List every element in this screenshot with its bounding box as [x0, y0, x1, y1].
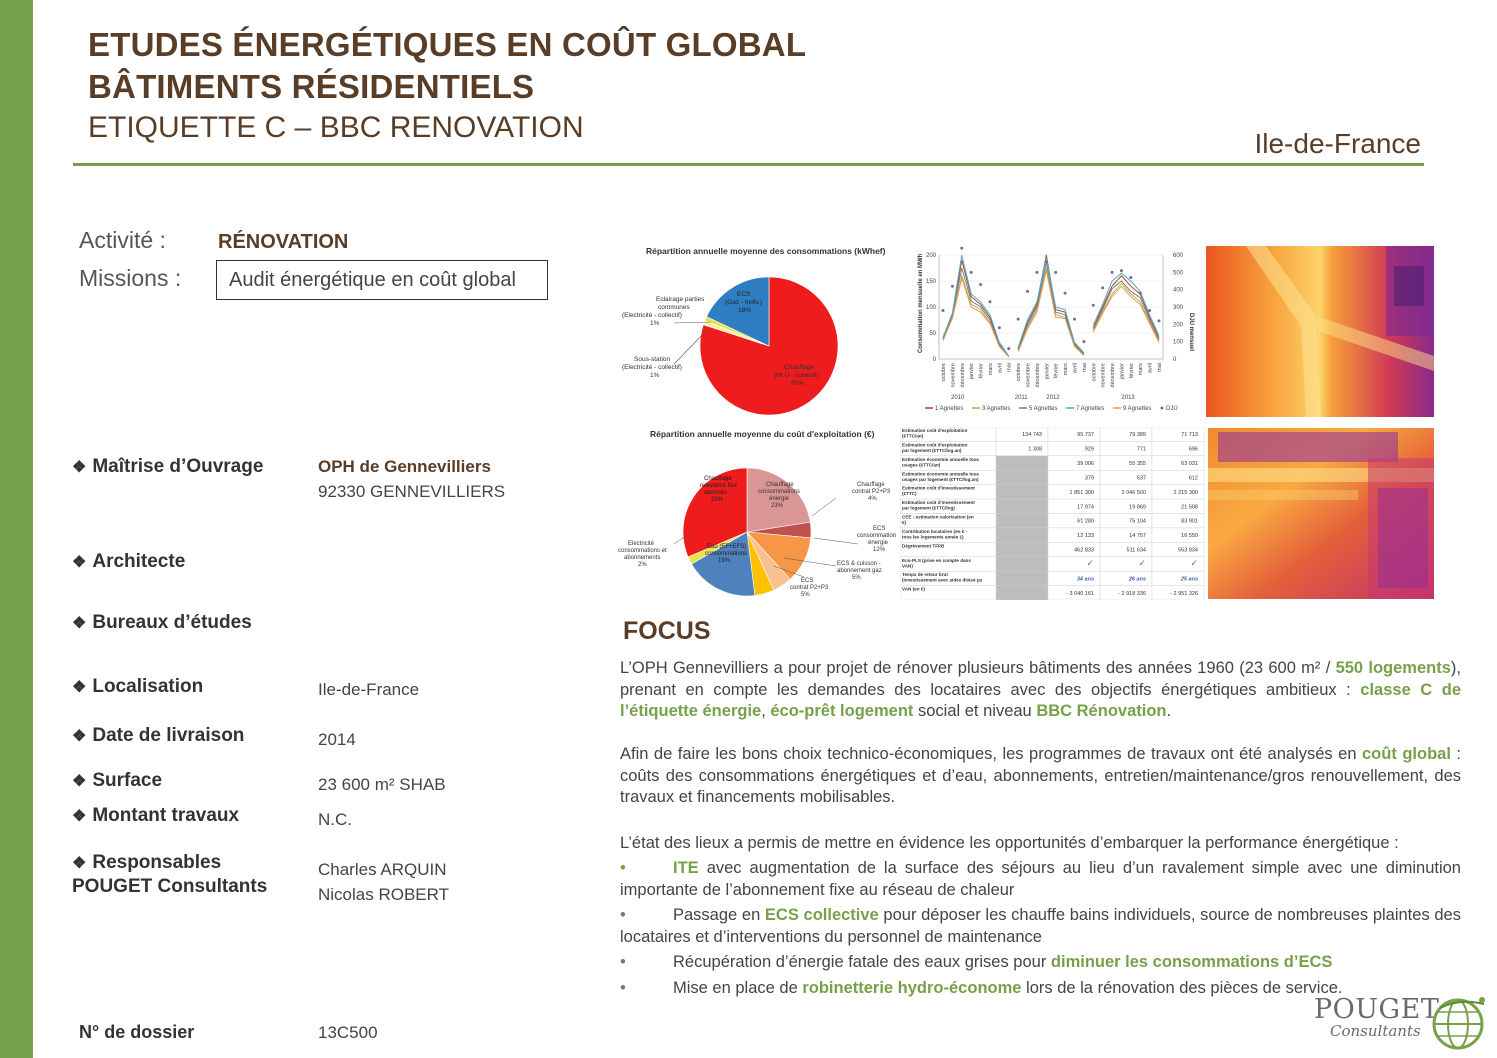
cost-table-value-11-3: - 2 951 326 — [1170, 590, 1198, 597]
dju-point-3 — [970, 271, 973, 274]
cost-table-value-4-3: 2 215 300 — [1173, 489, 1198, 496]
cost-table-value-6-3: 83 901 — [1181, 518, 1198, 525]
date-value: 2014 — [318, 730, 356, 749]
cost-table-value-10-2: 26 ans — [1128, 576, 1146, 583]
line-series-4-seg-0 — [943, 278, 1009, 357]
dju-point-13 — [1064, 292, 1067, 295]
cost-table-value-9-1: ✓ — [1086, 557, 1094, 568]
cost-table-ref-cell-2 — [996, 456, 1048, 470]
cost-table-ref-cell-7 — [996, 528, 1048, 542]
line-ytick-2: 100 — [925, 305, 936, 311]
pie2-label-chauffage-contrat: Chauffage contrat P2+P3 4% — [852, 482, 891, 502]
cost-table-value-10-1: 34 ans — [1076, 576, 1094, 583]
dju-point-11 — [1045, 260, 1048, 263]
line-year-label-2: 2012 — [1046, 395, 1060, 401]
cost-table-value-4-1: 1 851 300 — [1069, 489, 1094, 496]
cost-table-ref-cell-5 — [996, 499, 1048, 513]
diamond-bullet-icon: ❖ — [72, 808, 87, 825]
cost-table-ref-cell-8 — [996, 542, 1048, 556]
pie2-label-ecs-conso: ECS consommation énergie 12% — [857, 526, 897, 553]
line-chart-consommation-mensuelle — [901, 243, 1201, 421]
focus-paragraph-2: Afin de faire les bons choix technico-économiques, les programmes de travaux ont été analysés en coût global : coûts des consommations énergétiques et d’eau, abonnements, entretien/maintenance/gros renouvellement, des travaux et financements mobilisables. — [620, 745, 1462, 806]
pie-cout-exploitation — [614, 426, 900, 600]
surface-label: ❖ Surface — [72, 770, 163, 791]
activite-label: Activité : — [79, 227, 166, 253]
cost-table-row-label-10: Temps de retour brut (investissement avec aides divisé pa — [902, 572, 983, 583]
cost-table-value-5-2: 19 869 — [1129, 504, 1146, 511]
line-xtick-20: février — [1128, 363, 1135, 379]
dju-point-12 — [1054, 271, 1057, 274]
dju-point-8 — [1017, 318, 1020, 321]
dju-point-14 — [1073, 318, 1076, 321]
pie2-label-eau: Eau (EF+EFS) consommations 19% — [705, 544, 748, 564]
montant-value: N.C. — [318, 810, 352, 829]
dossier-value: 13C500 — [318, 1023, 378, 1042]
diamond-bullet-icon: ❖ — [72, 728, 87, 745]
title-line2: BÂTIMENTS RÉSIDENTIELS — [88, 68, 535, 105]
maitrise-value: OPH de Gennevilliers 92330 GENNEVILLIERS — [318, 457, 506, 501]
dju-point-4 — [979, 283, 982, 286]
cost-table-row-label-3: Estimation économie annuelle tous usages par logement (€TTC/log.an) — [902, 471, 980, 482]
focus-title: FOCUS — [623, 617, 711, 645]
line-legend-label-0: 1 Agnettes — [935, 406, 964, 412]
line-xtick-10: décembre — [1034, 363, 1041, 388]
cost-table-ref-cell-6 — [996, 514, 1048, 528]
line-series-3-seg-2 — [1093, 273, 1159, 335]
cost-table-value-5-3: 21 508 — [1181, 504, 1198, 511]
line-ylabel: Consommation mensuelle en MWh — [918, 253, 924, 353]
line-xtick-23: mai — [1157, 363, 1163, 372]
pie2-label-chauffage-conso: Chauffage consommations énergie 23% — [758, 482, 801, 509]
line-year-label-3: 2013 — [1121, 395, 1135, 401]
line-ytick-4: 200 — [925, 253, 936, 259]
dju-point-5 — [988, 300, 991, 303]
cost-table-value-10-3: 25 ans — [1180, 576, 1198, 583]
region-label: Ile-de-France — [1254, 128, 1421, 159]
cost-table-value-3-2: 537 — [1136, 475, 1146, 482]
montant-label: ❖ Montant travaux — [72, 805, 240, 826]
pie2-label-relevance: Chauffage relevance fixe abonnés 32% — [700, 476, 738, 503]
cost-table-value-8-2: 511 634 — [1126, 547, 1146, 554]
activite-value: RÉNOVATION — [218, 231, 349, 253]
line-xtick-2: décembre — [959, 363, 966, 388]
line-year-label-1: 2011 — [1014, 395, 1028, 401]
dju-point-23 — [1158, 319, 1161, 322]
dju-point-22 — [1148, 309, 1151, 312]
dju-point-2 — [960, 247, 963, 250]
cost-table-value-0-2: 79 389 — [1129, 432, 1146, 439]
line-y2label: DJU mensuel — [1188, 313, 1194, 352]
title-line1: ETUDES ÉNERGÉTIQUES EN COÛT GLOBAL — [88, 26, 807, 63]
date-label: ❖ Date de livraison — [72, 725, 245, 746]
cost-table-ref-cell-9 — [996, 557, 1048, 571]
dju-point-21 — [1139, 292, 1142, 295]
cost-table-value-9-3: ✓ — [1190, 557, 1198, 568]
cost-table-ref-cell-3 — [996, 470, 1048, 484]
line-series-3-seg-0 — [943, 255, 1009, 356]
line-xtick-8: octobre — [1016, 363, 1023, 382]
cost-table-row-label-11: VAN (en €) — [902, 586, 925, 592]
missions-label: Missions : — [79, 265, 182, 291]
maitrise-label: ❖ Maîtrise d’Ouvrage — [72, 456, 264, 477]
cost-table-value-4-2: 2 046 500 — [1121, 489, 1146, 496]
line-xtick-16: octobre — [1091, 363, 1098, 382]
cost-table-ref-cell-10 — [996, 571, 1048, 585]
dju-point-18 — [1111, 271, 1114, 274]
focus-bullet-recuperation: • Récupération d’énergie fatale des eaux grises pour diminuer les consommations d’ECS — [620, 953, 1333, 971]
line-ytick-3: 150 — [925, 279, 936, 285]
localisation-label: ❖ Localisation — [72, 676, 204, 697]
dju-point-15 — [1082, 340, 1085, 343]
dju-point-9 — [1026, 290, 1029, 293]
localisation-value: Ile-de-France — [318, 680, 420, 699]
dju-point-6 — [998, 326, 1001, 329]
focus-bullet-robinetterie: • Mise en place de robinetterie hydro-économe lors de la rénovation des pièces de service. — [620, 979, 1343, 997]
diamond-bullet-icon: ❖ — [72, 773, 87, 790]
cost-table-row-label-8: Dégrèvement TFPB — [902, 543, 945, 549]
line-y2tick-6: 600 — [1173, 253, 1184, 259]
line-xtick-6: avril — [997, 363, 1004, 374]
cost-table-value-8-1: 462 833 — [1074, 547, 1094, 554]
line-xtick-14: avril — [1072, 363, 1079, 374]
focus-paragraph-3: L’état des lieux a permis de mettre en évidence les opportunités d’embarquer la performance énergétique : — [620, 834, 1399, 852]
line-xtick-5: mars — [987, 363, 994, 376]
diamond-bullet-icon: ❖ — [72, 855, 87, 872]
line-xtick-1: novembre — [950, 363, 957, 388]
line-legend-label-3: 7 Agnettes — [1076, 406, 1105, 412]
cost-table — [900, 427, 1206, 600]
cost-table-value-11-2: - 2 918 336 — [1118, 590, 1146, 597]
cost-table-value-3-1: 379 — [1084, 475, 1094, 482]
cost-table-value-1-1: 929 — [1084, 446, 1094, 453]
line-legend-label-2: 5 Agnettes — [1029, 406, 1058, 412]
cost-table-value-2-3: 63 031 — [1181, 461, 1198, 468]
cost-table-row-label-7: Contribution locataires (en € -tous les logements année 1) — [902, 528, 968, 540]
line-xtick-4: février — [978, 363, 985, 379]
focus-bullet-ecs: • Passage en ECS collective pour déposer les chauffe bains individuels, source de nombreuses plaintes des locataires et d’interventions du personnel de maintenance — [620, 906, 1461, 946]
dju-point-20 — [1129, 276, 1132, 279]
cost-table-value-0-1: 95 737 — [1077, 432, 1094, 439]
line-xtick-7: mai — [1006, 363, 1013, 372]
cost-table-value-9-2: ✓ — [1138, 557, 1146, 568]
cost-table-value-7-2: 14 757 — [1129, 533, 1146, 540]
cost-table-row-label-4: Estimation coût d'investissement (€TTC) — [902, 485, 975, 497]
logo-main-text: POUGET — [1314, 994, 1440, 1025]
cost-table-value-1-3: 696 — [1188, 446, 1198, 453]
architecte-label: ❖ Architecte — [72, 551, 186, 572]
cost-table-value-2-1: 39 006 — [1077, 461, 1094, 468]
dju-point-16 — [1092, 304, 1095, 307]
cost-table-value-2-2: 55 355 — [1129, 461, 1146, 468]
cost-table-row-label-5: Estimation coût d'investissement par logement (€TTC/log) — [902, 500, 975, 511]
subtitle: ETIQUETTE C – BBC RENOVATION — [88, 111, 584, 144]
pie1-label-eclairage: Eclairage parties communes (Electricité - collectif) 1% — [622, 296, 705, 327]
pie2-label-ecs-contrat: ECS contrat P2+P3 5% — [790, 578, 829, 598]
line-legend-label-4: 9 Agnettes — [1123, 406, 1152, 412]
cost-table-ref-cell-4 — [996, 485, 1048, 499]
line-xtick-15: mai — [1081, 363, 1088, 372]
cost-table-row-label-2: Estimation économie annuelle tous usages (€TTC/an) — [902, 456, 980, 468]
pie2-title: Répartition annuelle moyenne du coût d'exploitation (€) — [650, 429, 875, 439]
cost-table-value-11-1: - 3 040 161 — [1066, 590, 1094, 597]
cost-table-value-7-1: 12 133 — [1077, 533, 1094, 540]
focus-bullet-ite: • ITE avec augmentation de la surface des séjours au lieu d’un ravalement simple avec une diminution importante de l’abonnement fixe au réseau de chaleur — [620, 859, 1461, 899]
line-y2tick-5: 500 — [1173, 270, 1184, 277]
dju-point-19 — [1120, 269, 1123, 272]
cost-table-value-7-3: 16 550 — [1181, 533, 1198, 540]
line-year-label-0: 2010 — [951, 395, 965, 401]
line-legend-label-1: 3 Agnettes — [982, 406, 1011, 412]
line-y2tick-1: 100 — [1173, 339, 1184, 346]
dju-point-17 — [1101, 286, 1104, 289]
pie-consommations — [614, 243, 898, 421]
cost-table-value-6-2: 75 104 — [1129, 518, 1146, 525]
surface-value: 23 600 m² SHAB — [318, 775, 446, 794]
cost-table-row-label-6: CEE : estimation valorisation (en €) — [902, 514, 974, 525]
line-xtick-22: avril — [1147, 363, 1154, 374]
line-y2tick-2: 200 — [1173, 322, 1184, 329]
dju-point-7 — [1007, 347, 1010, 350]
cost-table-value-1-0: 1 308 — [1028, 446, 1042, 453]
cost-table-row-label-9: Eco-PLS (prise en compte dans VAN) — [902, 557, 971, 569]
dju-point-0 — [942, 309, 945, 312]
line-ytick-1: 50 — [929, 331, 936, 337]
pie2-label-electricite: Electricité consommations et abonnements 2% — [618, 541, 667, 568]
line-xtick-3: janvier — [969, 363, 976, 380]
pie1-label-ecs: ECS (Gaz - Indiv.) 18% — [725, 291, 763, 314]
focus-paragraph-1: L’OPH Gennevilliers a pour projet de rénover plusieurs bâtiments des années 1960 (23 600 m² / 550 logements), prenant en compte les demandes des locataires avec des objectifs énergétiques ambitieux : classe C de l’étiquette énergie, éco-prêt logement social et niveau BBC Rénovation. — [620, 659, 1461, 720]
cost-table-ref-cell-11 — [996, 586, 1048, 600]
cost-table-value-1-2: 771 — [1136, 446, 1146, 453]
left-accent-bar — [0, 0, 33, 1058]
pouget-logo — [1310, 994, 1490, 1054]
pie2-label-ecs-abonnement: ECS & cuisson -abonnement gaz 5% — [837, 561, 882, 581]
line-legend-dju-label: DJU — [1166, 406, 1178, 412]
cost-table-row-label-0: Estimation coût d'exploitation (€TTC/an) — [902, 428, 968, 439]
line-xtick-12: février — [1053, 363, 1060, 379]
line-xtick-9: novembre — [1025, 363, 1032, 388]
diamond-bullet-icon: ❖ — [72, 679, 87, 696]
line-y2tick-4: 400 — [1173, 287, 1184, 294]
line-xtick-0: octobre — [941, 363, 947, 382]
thermal-image-facade-corner — [1206, 246, 1434, 417]
pie1-label-chauffage: Chauffage (HLU - collectif) 80% — [774, 364, 819, 387]
cost-table-value-5-1: 17 974 — [1077, 504, 1094, 511]
line-xtick-21: mars — [1138, 363, 1145, 376]
line-xtick-13: mars — [1063, 363, 1070, 376]
diamond-bullet-icon: ❖ — [72, 615, 87, 632]
cost-table-value-8-3: 553 834 — [1178, 547, 1198, 554]
bureaux-label: ❖ Bureaux d’études — [72, 612, 252, 633]
pie1-title: Répartition annuelle moyenne des consommations (kWhef) — [646, 246, 886, 256]
cost-table-row-label-1: Estimation coût d'exploitation par logement (€TTC/log.an) — [902, 442, 968, 453]
cost-table-value-0-0: 134 743 — [1022, 432, 1042, 439]
dju-point-10 — [1035, 271, 1038, 274]
dju-point-1 — [951, 285, 954, 288]
globe-icon — [1430, 994, 1486, 1050]
line-xtick-19: janvier — [1119, 363, 1126, 380]
line-y2tick-3: 300 — [1173, 305, 1184, 311]
header-divider — [73, 163, 1424, 166]
line-xtick-17: novembre — [1100, 363, 1107, 388]
responsables-label: ❖ Responsables POUGET Consultants — [72, 852, 268, 897]
line-xtick-18: décembre — [1110, 363, 1117, 388]
logo-sub-text: Consultants — [1330, 1022, 1421, 1040]
dossier-label: N° de dossier — [79, 1022, 195, 1042]
cost-table-value-6-1: 61 280 — [1077, 518, 1094, 525]
line-series-3-seg-1 — [1018, 258, 1084, 353]
line-xtick-11: janvier — [1044, 363, 1051, 380]
diamond-bullet-icon: ❖ — [72, 554, 87, 571]
line-y2tick-0: 0 — [1173, 357, 1177, 363]
diamond-bullet-icon: ❖ — [72, 459, 87, 476]
cost-table-value-3-3: 612 — [1188, 475, 1198, 482]
responsables-value: Charles ARQUIN Nicolas ROBERT — [318, 860, 449, 904]
thermal-image-balcony — [1208, 428, 1434, 599]
cost-table-value-0-3: 71 713 — [1181, 432, 1198, 439]
missions-value-box: Audit énergétique en coût global — [216, 260, 548, 300]
line-legend-dju-swatch — [1161, 407, 1164, 410]
line-ytick-0: 0 — [932, 357, 936, 363]
pie1-label-sous-station: Sous-station (Electricité - collectif) 1% — [622, 356, 682, 379]
